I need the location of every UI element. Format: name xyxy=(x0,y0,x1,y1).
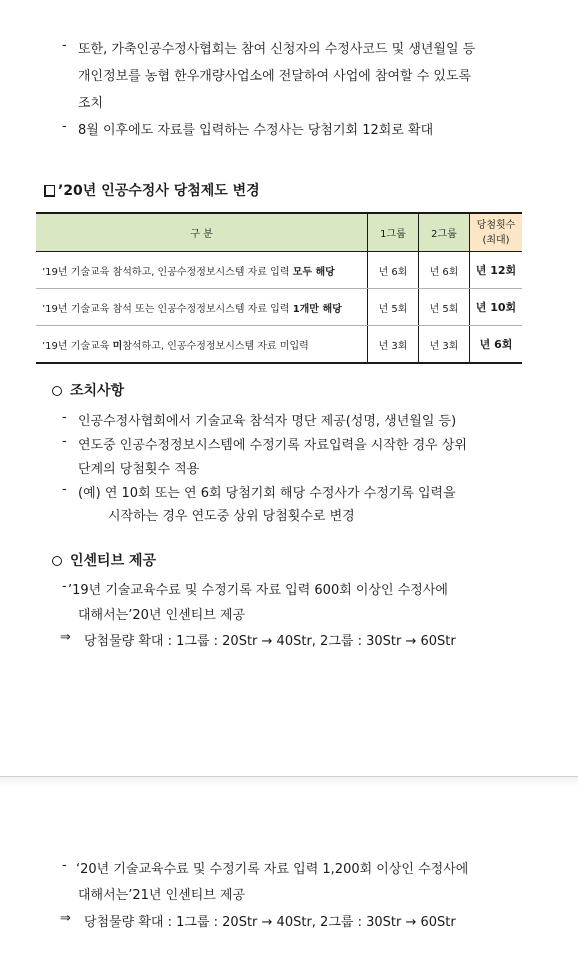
text-line: 대해서는’20년 인센티브 제공 xyxy=(78,608,246,623)
list-dash: - xyxy=(62,119,67,134)
page-break xyxy=(0,776,578,787)
text-line: ’19년 기술교육수료 및 수정기록 자료 입력 600회 이상인 수정사에 xyxy=(68,583,448,598)
row-description: ’19년 기술교육 참석하고, 인공수정정보시스템 자료 입력 모두 해당 xyxy=(36,252,368,289)
header-group2: 2그룹 xyxy=(419,213,470,252)
table-header-row xyxy=(36,213,522,252)
section-heading xyxy=(44,180,260,200)
list-dash: - xyxy=(62,482,67,497)
table-row xyxy=(36,252,522,289)
row-group2: 년 3회 xyxy=(419,326,470,364)
row-group2: 년 6회 xyxy=(419,252,470,289)
text-line: 대해서는’21년 인센티브 제공 xyxy=(78,888,246,903)
row-group1: 년 6회 xyxy=(368,252,419,289)
incentive-heading xyxy=(52,550,156,570)
rules-table xyxy=(36,212,522,364)
result-line: 당첨물량 확대 : 1그룹 : 20Str → 40Str, 2그룹 : 30Str → 60Str xyxy=(84,915,456,930)
list-dash: - xyxy=(62,434,67,449)
text-line: 시작하는 경우 연도중 상위 당첨횟수로 변경 xyxy=(108,509,355,524)
text-line: 연도중 인공수정정보시스템에 수정기록 자료입력을 시작한 경우 상위 xyxy=(78,438,467,453)
row-count: 년 6회 xyxy=(470,326,523,364)
text-line: 개인정보를 농협 한우개량사업소에 전달하여 사업에 참여할 수 있도록 xyxy=(78,69,472,84)
arrow-icon: ⇒ xyxy=(60,911,71,926)
row-group1: 년 5회 xyxy=(368,289,419,326)
circle-bullet-icon xyxy=(52,556,62,566)
header-count-line1: 당첨횟수 xyxy=(476,219,516,231)
list-dash: - xyxy=(62,858,67,873)
circle-bullet-icon xyxy=(52,386,62,396)
list-dash: - xyxy=(62,410,67,425)
text-line: 8월 이후에도 자료를 입력하는 수정사는 당첨기회 12회로 확대 xyxy=(78,123,434,138)
row-group2: 년 5회 xyxy=(419,289,470,326)
text-line: (예) 연 10회 또는 연 6회 당첨기회 해당 수정사가 수정기록 입력을 xyxy=(78,486,456,501)
section-heading-text: ’20년 인공수정사 당첨제도 변경 xyxy=(58,183,260,199)
header-count xyxy=(470,213,523,252)
header-category: 구 분 xyxy=(36,213,368,252)
row-count: 년 12회 xyxy=(470,252,523,289)
text-line: 단계의 당첨횟수 적용 xyxy=(78,462,200,477)
result-line: 당첨물량 확대 : 1그룹 : 20Str → 40Str, 2그룹 : 30Str → 60Str xyxy=(84,634,456,649)
arrow-icon: ⇒ xyxy=(60,630,71,645)
header-group1: 1그룹 xyxy=(368,213,419,252)
text-line: 또한, 가축인공수정사협회는 참여 신청자의 수정사코드 및 생년월일 등 xyxy=(78,42,476,57)
table-row xyxy=(36,289,522,326)
header-count-line2: (최대) xyxy=(482,234,510,246)
text-line: ‘20년 기술교육수료 및 수정기록 자료 입력 1,200회 이상인 수정사에 xyxy=(76,862,469,877)
row-description: ’19년 기술교육 참석 또는 인공수정정보시스템 자료 입력 1개만 해당 xyxy=(36,289,368,326)
list-dash: - xyxy=(62,38,67,53)
measures-heading-text: 조치사항 xyxy=(70,383,125,399)
incentive-heading-text: 인센티브 제공 xyxy=(70,553,157,569)
row-description: ’19년 기술교육 미참석하고, 인공수정정보시스템 자료 미입력 xyxy=(36,326,368,364)
row-group1: 년 3회 xyxy=(368,326,419,364)
row-count: 년 10회 xyxy=(470,289,523,326)
text-line: 인공수정사협회에서 기술교육 참석자 명단 제공(성명, 생년월일 등) xyxy=(78,414,457,429)
measures-heading xyxy=(52,380,124,400)
list-dash: - xyxy=(62,579,67,594)
text-line: 조치 xyxy=(78,96,104,111)
box-bullet-icon xyxy=(44,185,55,197)
table-row xyxy=(36,326,522,364)
